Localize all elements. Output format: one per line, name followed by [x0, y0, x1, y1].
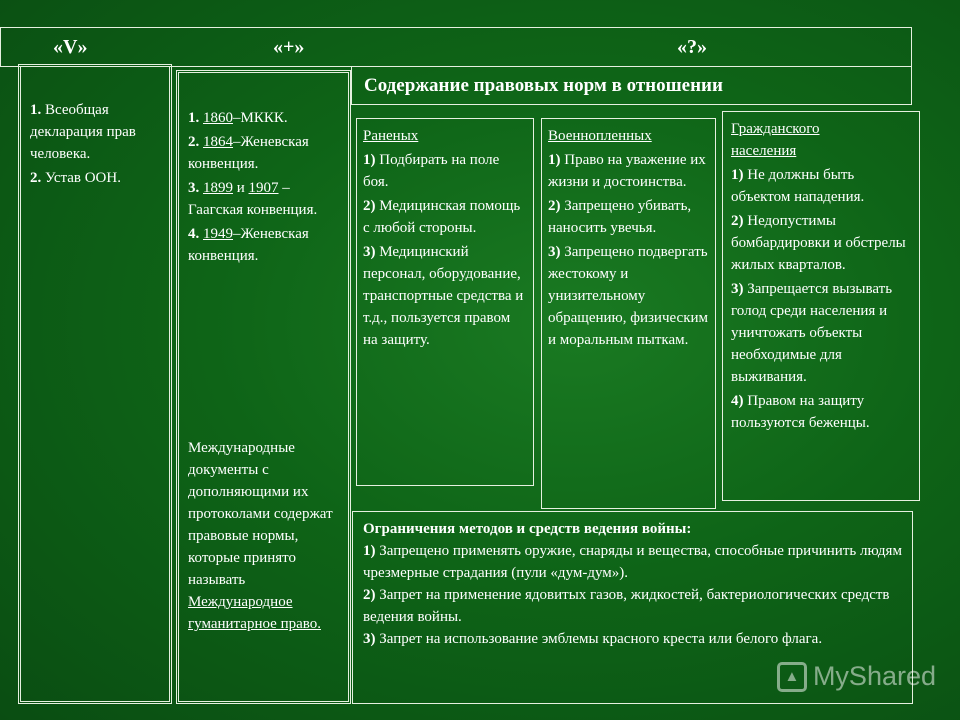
list-item: 2) Запрещено убивать, наносить увечья.	[548, 198, 692, 236]
list-item: 2. 1864–Женевская конвенция.	[188, 134, 309, 172]
list-item: 2) Запрет на применение ядовитых газов, жидкостей, бактериологических средств ведения войны.	[363, 587, 890, 625]
list-item: 1) Право на уважение их жизни и достоинства.	[548, 152, 706, 190]
civilians-box: Гражданского населения 1) Не должны быть объектом нападения. 2) Недопустимы бомбардировки и обстрелы жилых кварталов. 3) Запрещается вызывать голод среди населения и уничтожать объекты необходимые для выживания. 4) Правом на защиту пользуются беженцы.	[722, 111, 920, 501]
list-item: 3) Медицинский персонал, оборудование, транспортные средства и т.д., пользуется правом на защиту.	[363, 244, 524, 348]
list-item: 3. 1899 и 1907 – Гаагская конвенция.	[188, 180, 318, 218]
list-item: 3) Запрет на использование эмблемы красного креста или белого флага.	[363, 631, 823, 647]
list-item: 1. Всеобщая декларация прав человека.	[30, 102, 136, 162]
list-item: 3) Запрещается вызывать голод среди населения и уничтожать объекты необходимые для выживания.	[731, 281, 893, 385]
content-title: Содержание правовых норм в отношении	[351, 66, 912, 105]
header-plus: «+»	[273, 36, 305, 58]
list-item: 1) Подбирать на поле боя.	[363, 152, 500, 190]
ihl-note: Международные документы с дополняющими их протоколами содержат правовые нормы, которые принято называть Международное гуманитарное право.	[188, 440, 333, 632]
pows-box: Военнопленных 1) Право на уважение их жизни и достоинства. 2) Запрещено убивать, наносить увечья. 3) Запрещено подвергать жестокому и унизительному обращению, физическим и моральным пыткам.	[541, 118, 716, 509]
watermark: ▲ MyShared	[777, 661, 936, 692]
limits-box: Ограничения методов и средств ведения войны: 1) Запрещено применять оружие, снаряды и вещества, способные причинить людям чрезмерные страдания (пули «дум-дум»). 2) Запрет на применение ядовитых газов, жидкостей, бактериологических средств ведения войны. 3) Запрет на использование эмблемы красного креста или белого флага.	[352, 511, 913, 704]
logo-icon: ▲	[777, 662, 807, 692]
list-item: 4. 1949–Женевская конвенция.	[188, 226, 309, 264]
list-item: 1) Запрещено применять оружие, снаряды и вещества, способные причинить людям чрезмерные страдания (пули «дум-дум»).	[363, 543, 902, 581]
header-v: «V»	[53, 36, 88, 58]
v-column	[18, 64, 172, 704]
list-item: 4) Правом на защиту пользуются беженцы.	[731, 393, 870, 431]
list-item: 2. Устав ООН.	[30, 170, 121, 186]
list-item: 1. 1860–МККК.	[188, 110, 288, 126]
header-bar	[0, 27, 912, 67]
list-item: 1) Не должны быть объектом нападения.	[731, 167, 865, 205]
header-question: «?»	[677, 36, 707, 58]
list-item: 3) Запрещено подвергать жестокому и унизительному обращению, физическим и моральным пыткам.	[548, 244, 708, 348]
plus-column	[176, 70, 351, 704]
list-item: 2) Недопустимы бомбардировки и обстрелы жилых кварталов.	[731, 213, 906, 273]
wounded-box: Раненых 1) Подбирать на поле боя. 2) Медицинская помощь с любой стороны. 3) Медицинский персонал, оборудование, транспортные средства и т.д., пользуется правом на защиту.	[356, 118, 534, 486]
list-item: 2) Медицинская помощь с любой стороны.	[363, 198, 521, 236]
